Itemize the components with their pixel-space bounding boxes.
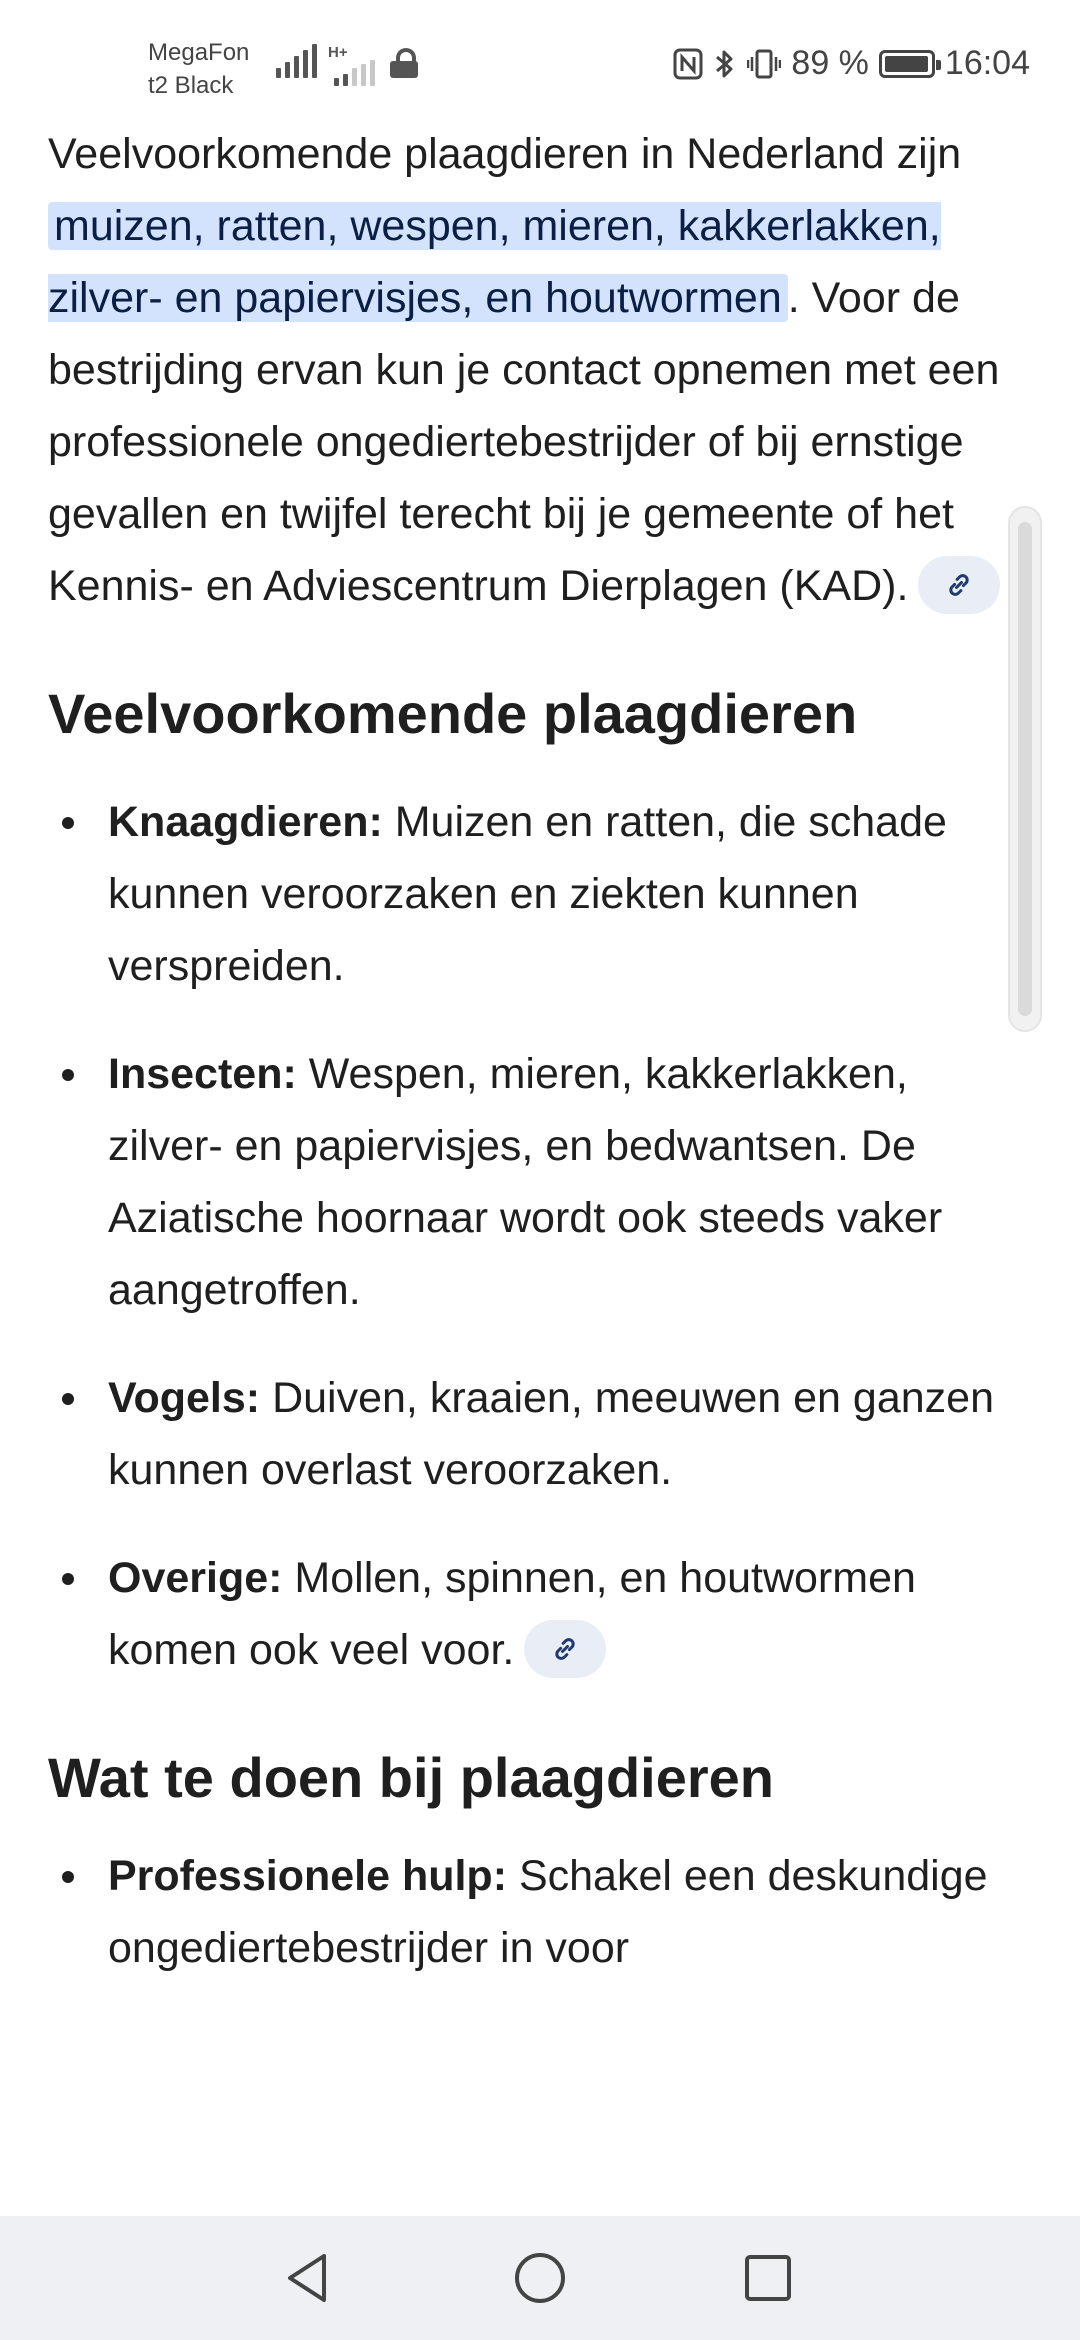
- item-text: Muizen en ratten, die schade kunnen veroorzaken en ziekten kunnen verspreiden.: [108, 798, 947, 990]
- signal-2-icon: [334, 52, 375, 86]
- signal-icon: [276, 44, 317, 78]
- list-item: [48, 1038, 1028, 1326]
- list-item: [48, 1840, 1028, 1984]
- scrollbar[interactable]: [1008, 506, 1042, 1032]
- status-right: [673, 44, 1030, 83]
- back-icon[interactable]: [274, 2244, 342, 2312]
- status-bar: [0, 0, 1080, 130]
- list-item: [48, 786, 1028, 1002]
- bluetooth-icon: [713, 47, 737, 81]
- item-text: Mollen, spinnen, en houtwormen komen ook veel voor.: [108, 1554, 916, 1674]
- vibrate-icon: [747, 47, 781, 81]
- section-heading-actions: Wat te doen bij plaagdieren: [48, 1746, 775, 1809]
- recents-icon[interactable]: [734, 2244, 802, 2312]
- scrollbar-thumb[interactable]: [1018, 522, 1032, 1016]
- item-label: Knaagdieren:: [108, 798, 383, 846]
- source-link-button[interactable]: [918, 556, 1000, 614]
- network-type: H+: [328, 44, 348, 61]
- battery-percent: 89 %: [791, 44, 869, 82]
- link-icon: [550, 1634, 580, 1664]
- list-item: [48, 1542, 1028, 1686]
- intro-text-before: Veelvoorkomende plaagdieren in Nederland zijn: [48, 130, 962, 178]
- navigation-bar: [0, 2216, 1080, 2340]
- actions-list: [48, 1840, 1028, 1984]
- battery-icon: [879, 50, 935, 78]
- answer-content: [48, 118, 1028, 2020]
- carrier-1: MegaFon: [148, 39, 250, 66]
- list-item: [48, 1362, 1028, 1506]
- home-icon[interactable]: [506, 2244, 574, 2312]
- item-text: Schakel een deskundige ongediertebestrijder in voor: [108, 1852, 988, 1972]
- item-label: Overige:: [108, 1554, 283, 1602]
- source-link-button[interactable]: [524, 1620, 606, 1678]
- item-text: Wespen, mieren, kakkerlakken, zilver- en papiervisjes, en bedwantsen. De Aziatische hoornaar wordt ook steeds vaker aangetroffen.: [108, 1050, 943, 1314]
- lock-icon: [390, 56, 418, 78]
- section-heading-pests: Veelvoorkomende plaagdieren: [48, 682, 858, 745]
- carrier-labels: [148, 36, 249, 102]
- item-label: Professionele hulp:: [108, 1852, 508, 1900]
- link-icon: [944, 570, 974, 600]
- intro-text-after: . Voor de bestrijding ervan kun je contact opnemen met een professionele ongediertebestrijder of bij ernstige gevallen en twijfel terecht bij je gemeente of het Kennis- en Adviescentrum Dierplagen (KAD).: [48, 274, 1000, 610]
- item-label: Insecten:: [108, 1050, 297, 1098]
- item-label: Vogels:: [108, 1374, 261, 1422]
- carrier-2: t2 Black: [148, 72, 234, 99]
- item-text: Duiven, kraaien, meeuwen en ganzen kunnen overlast veroorzaken.: [108, 1374, 994, 1494]
- clock: 16:04: [944, 44, 1030, 82]
- intro-paragraph: [48, 118, 1028, 622]
- highlighted-text[interactable]: muizen, ratten, wespen, mieren, kakkerlakken, zilver- en papiervisjes, en houtwormen: [48, 202, 941, 322]
- pests-list: [48, 786, 1028, 1686]
- nfc-icon: [673, 47, 703, 81]
